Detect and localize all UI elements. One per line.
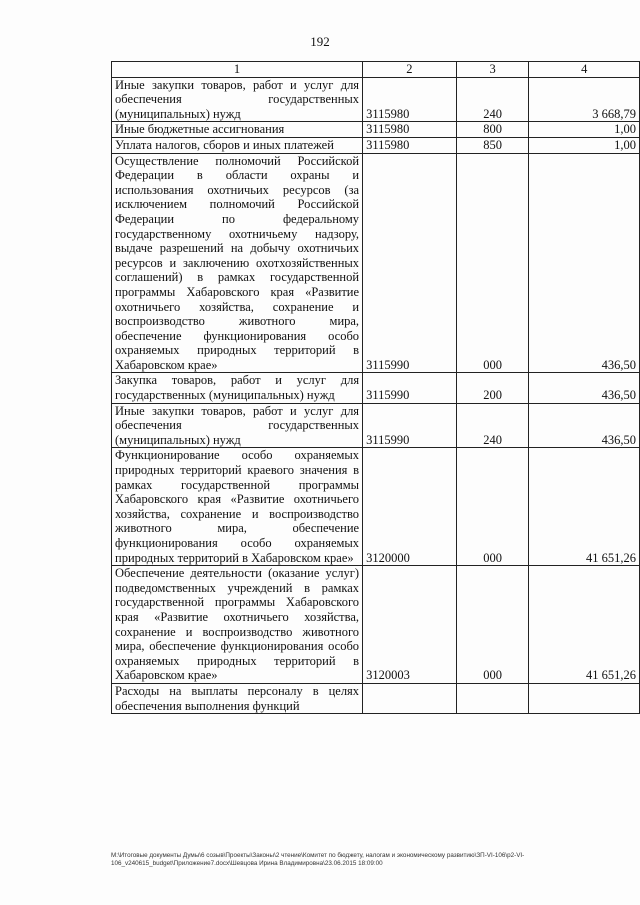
table-row bbox=[112, 137, 640, 153]
row-name: Осуществление полномочий Российской Федерации в области охраны и использования охотничьих ресурсов (за исключением полномочий Российской Федерации по федеральному государственному охотничьему надзору, выдаче разрешений на добычу охотничьих ресурсов и заключению охотхозяйственных соглашений) в рамках государственной программы Хабаровского края «Развитие охотничьего хозяйства, сохранение и воспроизводство животного мира, обеспечение функционирования особо охраняемых природных территорий в Хабаровском крае» bbox=[112, 153, 363, 373]
footer-line-2: 106_v240615_budget\Приложение7.docx\Шевцова Ирина Владимировна\23.06.2015 18:09:00 bbox=[111, 860, 383, 867]
row-name: Обеспечение деятельности (оказание услуг) подведомственных учреждений в рамках государственной программы Хабаровского края «Развитие охотничьего хозяйства, сохранение и воспроизводство животного мира, обеспечение функционирования особо охраняемых природных территорий в Хабаровском крае» bbox=[112, 566, 363, 684]
row-type bbox=[456, 683, 529, 713]
table-row bbox=[112, 373, 640, 403]
row-sum: 1,00 bbox=[529, 122, 640, 138]
row-sum: 1,00 bbox=[529, 137, 640, 153]
row-sum: 436,50 bbox=[529, 153, 640, 373]
header-col-1: 1 bbox=[112, 62, 363, 78]
row-name: Функционирование особо охраняемых природных территорий краевого значения в рамках государственной программы Хабаровского края «Развитие охотничьего хозяйства, сохранение и воспроизводство животного мира, обеспечение функционирования особо охраняемых природных территорий в Хабаровском крае» bbox=[112, 448, 363, 566]
row-code: 3115980 bbox=[363, 122, 457, 138]
row-name: Иные закупки товаров, работ и услуг для обеспечения государственных (муниципальных) нужд bbox=[112, 77, 363, 122]
table-row bbox=[112, 683, 640, 713]
row-name: Закупка товаров, работ и услуг для государственных (муниципальных) нужд bbox=[112, 373, 363, 403]
row-type: 000 bbox=[456, 566, 529, 684]
row-sum: 436,50 bbox=[529, 403, 640, 448]
row-code: 3120003 bbox=[363, 566, 457, 684]
row-code: 3115990 bbox=[363, 153, 457, 373]
table-row bbox=[112, 122, 640, 138]
row-code bbox=[363, 683, 457, 713]
row-name: Иные бюджетные ассигнования bbox=[112, 122, 363, 138]
budget-table bbox=[111, 61, 640, 714]
header-col-4: 4 bbox=[529, 62, 640, 78]
row-sum: 436,50 bbox=[529, 373, 640, 403]
table-row bbox=[112, 153, 640, 373]
row-code: 3115980 bbox=[363, 77, 457, 122]
row-type: 000 bbox=[456, 448, 529, 566]
row-type: 240 bbox=[456, 403, 529, 448]
row-sum: 41 651,26 bbox=[529, 448, 640, 566]
table-row bbox=[112, 403, 640, 448]
table-row bbox=[112, 566, 640, 684]
row-sum bbox=[529, 683, 640, 713]
row-type: 200 bbox=[456, 373, 529, 403]
row-type: 000 bbox=[456, 153, 529, 373]
page-number: 192 bbox=[310, 34, 330, 49]
row-code: 3115990 bbox=[363, 373, 457, 403]
table-header-row bbox=[112, 62, 640, 78]
header-col-3: 3 bbox=[456, 62, 529, 78]
row-type: 240 bbox=[456, 77, 529, 122]
row-sum: 41 651,26 bbox=[529, 566, 640, 684]
row-type: 800 bbox=[456, 122, 529, 138]
table-row bbox=[112, 77, 640, 122]
header-col-2: 2 bbox=[363, 62, 457, 78]
row-sum: 3 668,79 bbox=[529, 77, 640, 122]
file-path-footer bbox=[111, 852, 611, 868]
row-code: 3120000 bbox=[363, 448, 457, 566]
table-row bbox=[112, 448, 640, 566]
row-type: 850 bbox=[456, 137, 529, 153]
row-name: Расходы на выплаты персоналу в целях обеспечения выполнения функций bbox=[112, 683, 363, 713]
footer-line-1: М:\Итоговые документы Думы\6 созыв\Проекты\Законы\2 чтение\Комитет по бюджету, налогам и экономическому развитию\ЗП-VI-106\р2-VI- bbox=[111, 852, 525, 859]
row-name: Уплата налогов, сборов и иных платежей bbox=[112, 137, 363, 153]
row-code: 3115990 bbox=[363, 403, 457, 448]
row-name: Иные закупки товаров, работ и услуг для обеспечения государственных (муниципальных) нужд bbox=[112, 403, 363, 448]
row-code: 3115980 bbox=[363, 137, 457, 153]
